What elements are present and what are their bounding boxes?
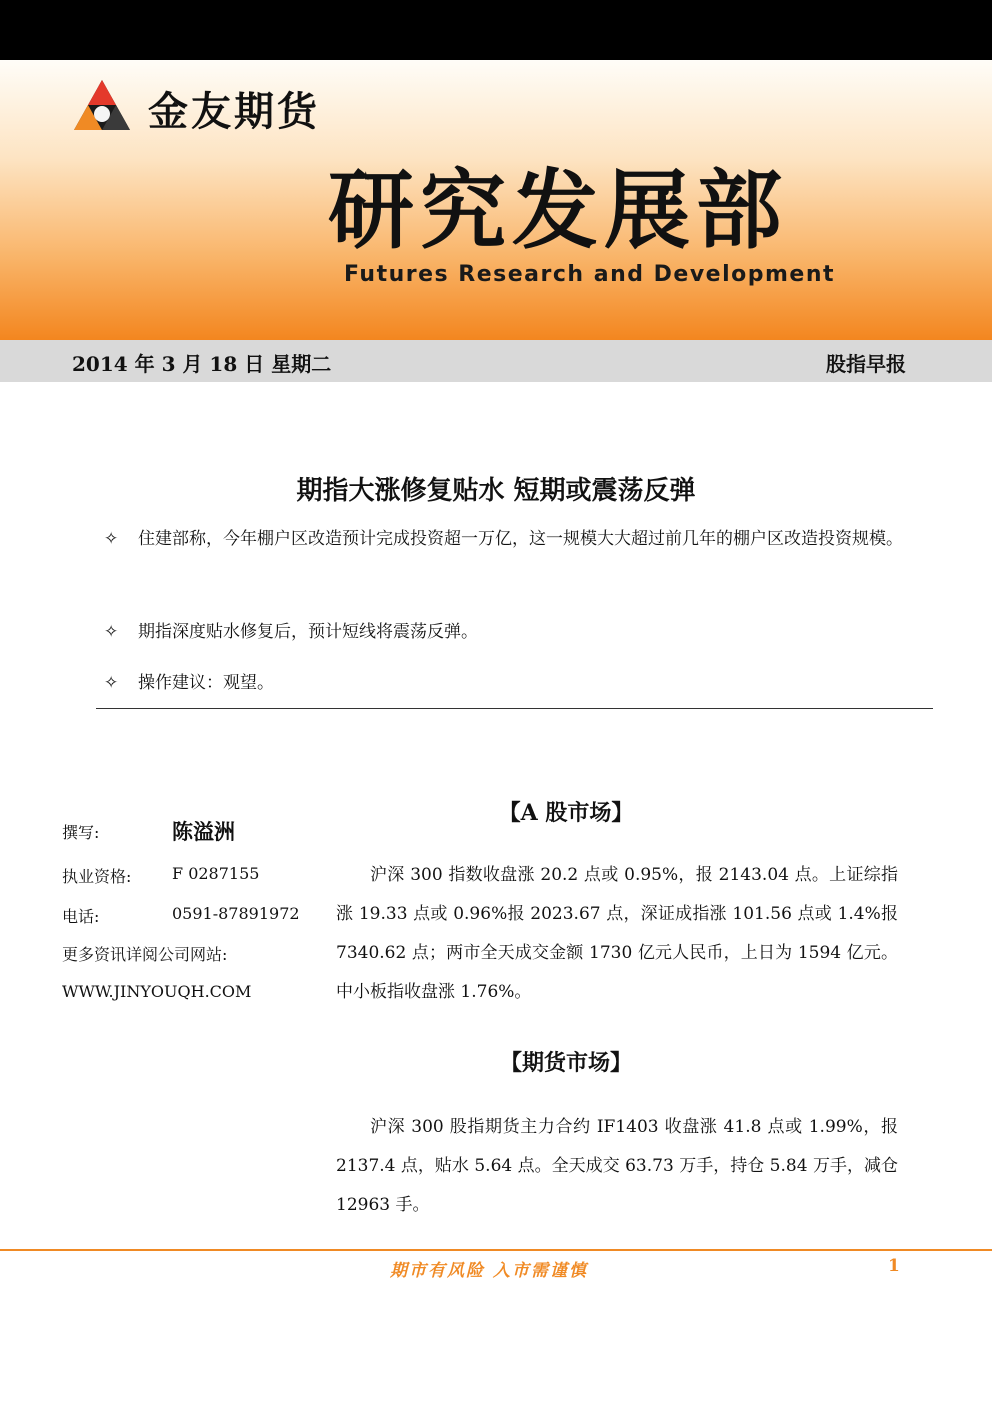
- date-bar: [0, 340, 992, 382]
- section-title-futures: 【期货市场】: [499, 1050, 632, 1076]
- brand-name: 金友期货: [148, 89, 320, 135]
- author-name: 陈溢洲: [172, 819, 235, 844]
- page-number: 1: [888, 1256, 900, 1276]
- diamond-bullet-icon: ✧: [104, 529, 119, 549]
- section-paragraph-a-share: 沪深 300 指数收盘涨 20.2 点或 0.95%，报 2143.04 点。上证综指涨 19.33 点或 0.96%报 2023.67 点，深证成指涨 101.56 点或 1.4%报 7340.62 点；两市全天成交金额 1730 亿元人民币，上日为 1594 亿元。中小板指收盘涨 1.76%。: [336, 865, 898, 1002]
- more-info-label: 更多资讯详阅公司网站:: [62, 945, 228, 964]
- license-label: 执业资格:: [62, 867, 132, 886]
- diamond-bullet-icon: ✧: [104, 622, 119, 642]
- report-date: 2014 年 3 月 18 日 星期二: [72, 352, 332, 376]
- summary-bullet-text: 期指深度贴水修复后，预计短线将震荡反弹。: [138, 622, 478, 642]
- diamond-bullet-icon: ✧: [104, 673, 119, 693]
- report-type: 股指早报: [826, 352, 906, 376]
- section-paragraph-futures: 沪深 300 股指期货主力合约 IF1403 收盘涨 41.8 点或 1.99%，报 2137.4 点，贴水 5.64 点。全天成交 63.73 万手，持仓 5.84 万手，减仓 12963 手。: [336, 1117, 898, 1215]
- website-link[interactable]: WWW.JINYOUQH.COM: [62, 982, 252, 1001]
- department-title: 研究发展部: [328, 160, 788, 261]
- footer-slogan: 期市有风险 入市需谨慎: [390, 1261, 588, 1281]
- summary-bullet-text: 住建部称，今年棚户区改造预计完成投资超一万亿，这一规模大大超过前几年的棚户区改造投资规模。: [138, 529, 903, 549]
- section-title-a-share: 【A 股市场】: [498, 800, 634, 826]
- license-value: F 0287155: [172, 864, 260, 883]
- top-black-bar: [0, 0, 992, 60]
- phone-label: 电话:: [62, 907, 100, 926]
- phone-value: 0591-87891972: [172, 904, 300, 923]
- summary-box: [96, 516, 933, 709]
- author-label: 撰写:: [62, 823, 100, 842]
- headline: 期指大涨修复贴水 短期或震荡反弹: [296, 476, 696, 506]
- company-logo: [72, 78, 132, 132]
- summary-bullet-text: 操作建议：观望。: [138, 673, 274, 693]
- department-title-en: Futures Research and Development: [344, 262, 836, 287]
- footer-divider: [0, 1249, 992, 1251]
